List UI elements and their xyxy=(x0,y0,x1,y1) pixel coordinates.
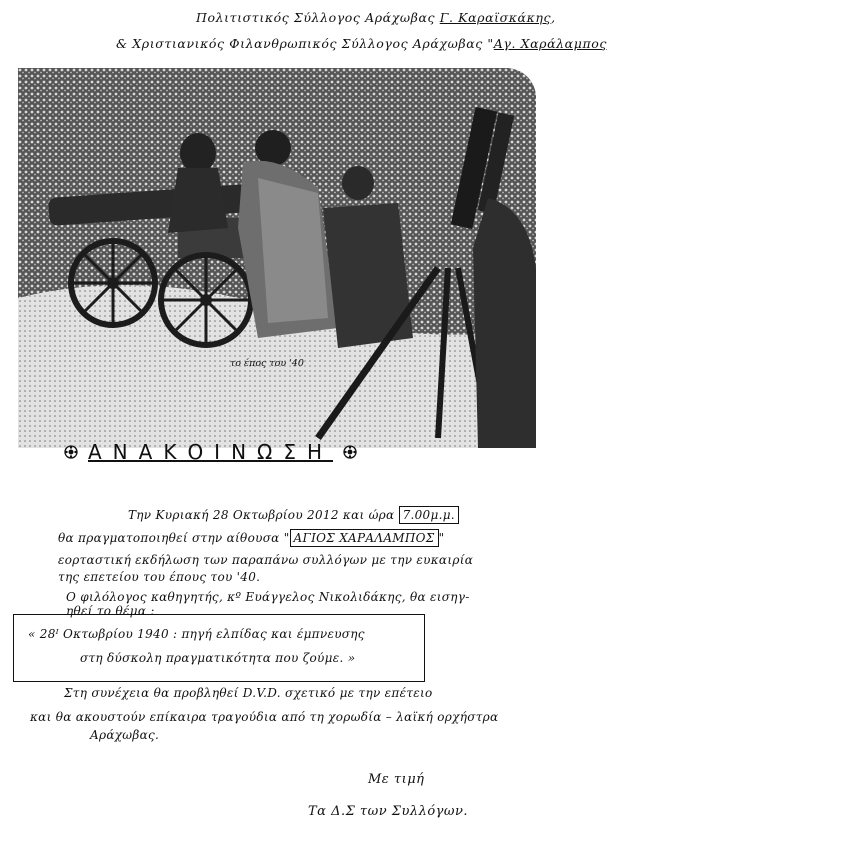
flower-ornament-icon xyxy=(343,445,357,459)
event-venue-line: θα πραγματοποιηθεί στην αίθουσα " ΑΓΙΟΣ ΧΑΡΑΛΑΜΠΟΣ " xyxy=(58,531,445,545)
club-name-agios-charalampos: Αγ. Χαράλαμπος xyxy=(493,36,607,51)
signature-closing: Με τιμή xyxy=(368,772,425,787)
historical-photo xyxy=(18,68,536,448)
event-date-line: Την Κυριακή 28 Οκτωβρίου 2012 και ώρα 7.00μ.μ. xyxy=(128,508,459,522)
topic-line-2: στη δύσκολη πραγματικότητα που ζούμε. » xyxy=(80,651,356,665)
signature-boards: Τα Δ.Σ των Συλλόγων. xyxy=(308,804,469,819)
topic-box xyxy=(13,614,425,682)
flower-ornament-icon xyxy=(64,445,78,459)
announcement-title-row xyxy=(64,440,357,464)
soldiers-artillery-image xyxy=(18,68,536,448)
body-line-9: Αράχωβας. xyxy=(90,728,160,742)
body-line-8: και θα ακουστούν επίκαιρα τραγούδια από τη χορωδία – λαϊκή ορχήστρα xyxy=(30,710,499,724)
club-name-karaiskakis: Γ. Καραϊσκάκης xyxy=(439,10,552,25)
event-time: 7.00μ.μ. xyxy=(399,506,459,524)
topic-line-1: « 28ᴵ Οκτωβρίου 1940 : πηγή ελπίδας και έμπνευσης xyxy=(28,627,365,641)
event-venue: ΑΓΙΟΣ ΧΑΡΑΛΑΜΠΟΣ xyxy=(290,529,439,547)
header-line-2: & Χριστιανικός Φιλανθρωπικός Σύλλογος Αράχωβας "Αγ. Χαράλαμπος xyxy=(116,36,607,51)
speaker-line: Ο φιλόλογος καθηγητής, κº Ευάγγελος Νικολιδάκης, θα εισηγ- xyxy=(66,590,470,604)
body-line-3: εορταστική εκδήλωση των παραπάνω συλλόγων με την ευκαιρία xyxy=(58,553,474,567)
photo-caption: το έπος του '40 xyxy=(230,358,304,369)
body-line-4: της επετείου του έπους του '40. xyxy=(58,570,261,584)
header-line-1: Πολιτιστικός Σύλλογος Αράχωβας Γ. Καραϊσκάκης, xyxy=(196,10,556,25)
announcement-title: ΑΝΑΚΟΙΝΩΣΗ xyxy=(88,440,333,464)
body-line-7: Στη συνέχεια θα προβληθεί D.V.D. σχετικό με την επέτειο xyxy=(64,686,433,700)
body-line-6: ηθεί το θέμα : xyxy=(66,604,155,618)
